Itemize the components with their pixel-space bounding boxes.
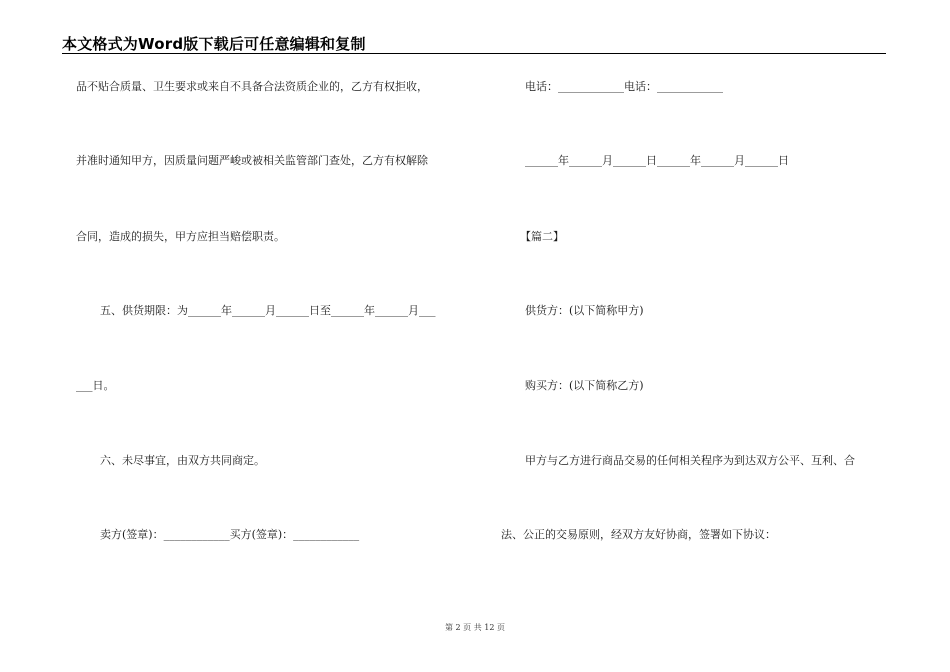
right-line-7: 法、公正的交易原则，经双方友好协商，签署如下协议： (501, 528, 776, 541)
left-line-7: 卖方(签章)：____________买方(签章)：____________ (100, 528, 360, 541)
page-number-footer: 第 2 页 共 12 页 (445, 623, 505, 632)
left-line-5: ___日。 (76, 379, 115, 392)
header-divider (62, 53, 886, 54)
document-header-title: 本文格式为Word版下载后可任意编辑和复制 (62, 35, 366, 53)
left-line-2: 并准时通知甲方，因质量问题严峻或被相关监管部门查处，乙方有权解除 (76, 154, 428, 167)
left-line-6: 六、未尽事宜，由双方共同商定。 (100, 454, 265, 467)
left-line-3: 合同，造成的损失，甲方应担当赔偿职责。 (76, 230, 285, 243)
left-line-1: 品不贴合质量、卫生要求或来自不具备合法资质企业的，乙方有权拒收， (76, 80, 428, 93)
left-line-4: 五、供货期限：为______年______月______日至______年______月___ (100, 304, 436, 317)
right-line-5: 购买方：(以下简称乙方) (525, 379, 644, 392)
right-line-4: 供货方：(以下简称甲方) (525, 304, 644, 317)
right-line-2: ______年______月______日______年______月______日 (525, 154, 789, 167)
right-line-3: 【篇二】 (520, 230, 564, 243)
right-line-1: 电话：____________电话：____________ (525, 80, 723, 93)
right-line-6: 甲方与乙方进行商品交易的任何相关程序为到达双方公平、互利、合 (525, 454, 855, 467)
